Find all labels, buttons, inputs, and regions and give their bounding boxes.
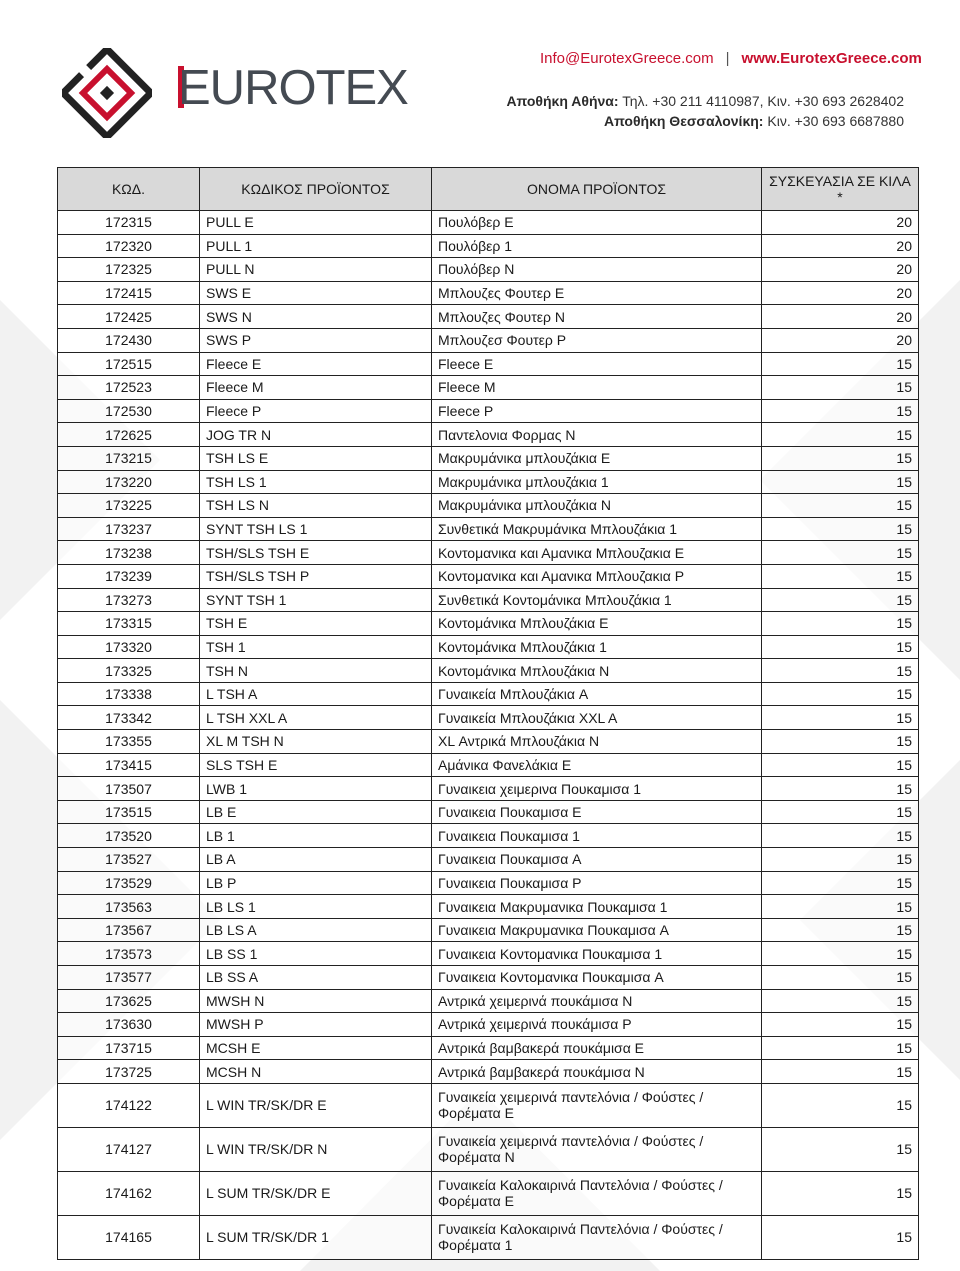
- cell-product-code: LB LS 1: [200, 895, 432, 919]
- cell-product-code: L TSH A: [200, 682, 432, 706]
- cell-product-name: Fleece E: [432, 352, 762, 376]
- athens-phones: Τηλ. +30 211 4110987, Κιν. +30 693 2628402: [618, 93, 904, 109]
- table-row: [58, 281, 919, 305]
- cell-product-code: MCSH E: [200, 1036, 432, 1060]
- cell-code: 172325: [58, 258, 200, 282]
- cell-product-code: Fleece P: [200, 399, 432, 423]
- table-body: [58, 211, 919, 1260]
- cell-product-name: Fleece M: [432, 376, 762, 400]
- cell-package-kg: 15: [762, 659, 919, 683]
- table-row: [58, 918, 919, 942]
- cell-product-name: Αμάνικα Φανελάκια E: [432, 753, 762, 777]
- brand-name: [178, 60, 408, 116]
- cell-code: 173567: [58, 918, 200, 942]
- cell-product-name: Μακρυμάνικα μπλουζάκια Ε: [432, 446, 762, 470]
- cell-product-name: Fleece P: [432, 399, 762, 423]
- table-row: [58, 966, 919, 990]
- cell-code: 172315: [58, 211, 200, 235]
- cell-code: 173573: [58, 942, 200, 966]
- cell-package-kg: 15: [762, 682, 919, 706]
- brand-text: EUROTEX: [178, 61, 408, 115]
- cell-product-code: TSH 1: [200, 635, 432, 659]
- cell-product-name: Κοντομάνικα Μπλουζάκια N: [432, 659, 762, 683]
- cell-code: 173520: [58, 824, 200, 848]
- cell-product-name: Πουλόβερ 1: [432, 234, 762, 258]
- cell-product-name: Γυναικεία χειμερινά παντελόνια / Φούστες / Φορέματα E: [432, 1083, 762, 1127]
- cell-product-code: TSH N: [200, 659, 432, 683]
- cell-package-kg: 15: [762, 399, 919, 423]
- cell-code: 173342: [58, 706, 200, 730]
- cell-package-kg: 15: [762, 1060, 919, 1084]
- cell-product-code: SYNT TSH LS 1: [200, 517, 432, 541]
- cell-package-kg: 15: [762, 635, 919, 659]
- table-row: [58, 517, 919, 541]
- cell-product-code: XL M TSH N: [200, 730, 432, 754]
- cell-product-code: TSH/SLS TSH P: [200, 564, 432, 588]
- cell-product-code: TSH E: [200, 612, 432, 636]
- cell-code: 172430: [58, 328, 200, 352]
- cell-package-kg: 15: [762, 564, 919, 588]
- cell-product-code: LB SS 1: [200, 942, 432, 966]
- cell-code: 173507: [58, 777, 200, 801]
- table-row: [58, 258, 919, 282]
- table-row: [58, 800, 919, 824]
- cell-code: 173563: [58, 895, 200, 919]
- table-row: [58, 305, 919, 329]
- cell-product-name: Μπλουζες Φουτερ N: [432, 305, 762, 329]
- cell-code: 173515: [58, 800, 200, 824]
- table-row: [58, 989, 919, 1013]
- cell-package-kg: 20: [762, 328, 919, 352]
- cell-product-name: Πουλόβερ N: [432, 258, 762, 282]
- cell-package-kg: 15: [762, 777, 919, 801]
- cell-product-code: MCSH N: [200, 1060, 432, 1084]
- cell-code: 174162: [58, 1171, 200, 1215]
- header-code: ΚΩΔ.: [58, 168, 200, 211]
- table-row: [58, 328, 919, 352]
- cell-code: 173355: [58, 730, 200, 754]
- cell-package-kg: 15: [762, 1083, 919, 1127]
- cell-code: 172530: [58, 399, 200, 423]
- cell-product-name: Γυναικεια Κοντομανικα Πουκαμισα 1: [432, 942, 762, 966]
- cell-product-code: MWSH N: [200, 989, 432, 1013]
- cell-code: 172523: [58, 376, 200, 400]
- cell-package-kg: 15: [762, 612, 919, 636]
- cell-product-name: XL Αντρικά Μπλουζάκια N: [432, 730, 762, 754]
- cell-product-name: Αντρικά βαμβακερά πουκάμισα N: [432, 1060, 762, 1084]
- table-row: [58, 470, 919, 494]
- cell-package-kg: 15: [762, 376, 919, 400]
- table-row: [58, 824, 919, 848]
- cell-code: 173577: [58, 966, 200, 990]
- cell-package-kg: 15: [762, 352, 919, 376]
- website-link[interactable]: www.EurotexGreece.com: [741, 50, 922, 67]
- cell-code: 173630: [58, 1013, 200, 1037]
- cell-product-name: Γυναικεια Μακρυμανικα Πουκαμισα A: [432, 918, 762, 942]
- cell-product-code: L WIN TR/SK/DR E: [200, 1083, 432, 1127]
- cell-package-kg: 15: [762, 1036, 919, 1060]
- cell-product-code: L TSH XXL A: [200, 706, 432, 730]
- page-header: [0, 0, 960, 150]
- cell-package-kg: 15: [762, 753, 919, 777]
- cell-package-kg: 15: [762, 989, 919, 1013]
- cell-package-kg: 15: [762, 1215, 919, 1259]
- cell-product-code: PULL E: [200, 211, 432, 235]
- cell-package-kg: 15: [762, 895, 919, 919]
- table-row: [58, 399, 919, 423]
- cell-product-name: Γυναικεια χειμερινα Πουκαμισα 1: [432, 777, 762, 801]
- cell-package-kg: 15: [762, 541, 919, 565]
- email-link[interactable]: Info@EurotexGreece.com: [540, 50, 714, 67]
- cell-product-name: Συνθετικά Κοντομάνικα Μπλουζάκια 1: [432, 588, 762, 612]
- table-row: [58, 753, 919, 777]
- table-row: [58, 1036, 919, 1060]
- header-product-name: ΟΝΟΜΑ ΠΡΟΪΟΝΤΟΣ: [432, 168, 762, 211]
- table-row: [58, 871, 919, 895]
- cell-product-code: LB LS A: [200, 918, 432, 942]
- header-package-kg: ΣΥΣΚΕΥΑΣΙΑ ΣΕ ΚΙΛΑ *: [762, 168, 919, 211]
- cell-product-name: Γυναικεια Μακρυμανικα Πουκαμισα 1: [432, 895, 762, 919]
- cell-code: 173215: [58, 446, 200, 470]
- cell-package-kg: 20: [762, 258, 919, 282]
- cell-product-name: Γυναικεία Καλοκαιρινά Παντελόνια / Φούστες / Φορέματα 1: [432, 1215, 762, 1259]
- cell-product-code: LB A: [200, 848, 432, 872]
- table-header-row: [58, 168, 919, 211]
- cell-package-kg: 15: [762, 730, 919, 754]
- cell-package-kg: 15: [762, 824, 919, 848]
- cell-code: 173239: [58, 564, 200, 588]
- cell-code: 173325: [58, 659, 200, 683]
- cell-product-code: PULL 1: [200, 234, 432, 258]
- cell-product-code: LWB 1: [200, 777, 432, 801]
- cell-product-name: Συνθετικά Μακρυμάνικα Μπλουζάκια 1: [432, 517, 762, 541]
- cell-product-code: SLS TSH E: [200, 753, 432, 777]
- cell-code: 174165: [58, 1215, 200, 1259]
- table-row: [58, 848, 919, 872]
- cell-product-code: JOG TR N: [200, 423, 432, 447]
- cell-code: 173725: [58, 1060, 200, 1084]
- table-row: [58, 494, 919, 518]
- cell-product-code: SWS P: [200, 328, 432, 352]
- table-row: [58, 376, 919, 400]
- cell-code: 172515: [58, 352, 200, 376]
- table-row: [58, 423, 919, 447]
- cell-code: 173273: [58, 588, 200, 612]
- cell-product-code: LB 1: [200, 824, 432, 848]
- table-row: [58, 777, 919, 801]
- cell-package-kg: 15: [762, 942, 919, 966]
- cell-product-name: Μπλουζεσ Φουτερ P: [432, 328, 762, 352]
- cell-package-kg: 15: [762, 800, 919, 824]
- cell-product-code: TSH LS 1: [200, 470, 432, 494]
- cell-code: 173527: [58, 848, 200, 872]
- table-row: [58, 541, 919, 565]
- products-table: [57, 167, 919, 1260]
- thessaloniki-label: Αποθήκη Θεσσαλονίκη:: [603, 113, 764, 129]
- cell-product-code: L WIN TR/SK/DR N: [200, 1127, 432, 1171]
- table-row: [58, 682, 919, 706]
- cell-product-code: SWS E: [200, 281, 432, 305]
- table-row: [58, 1171, 919, 1215]
- cell-product-code: TSH LS E: [200, 446, 432, 470]
- cell-product-code: LB SS A: [200, 966, 432, 990]
- cell-package-kg: 15: [762, 588, 919, 612]
- cell-product-code: Fleece E: [200, 352, 432, 376]
- header-product-code: ΚΩΔΙΚΟΣ ΠΡΟΪΟΝΤΟΣ: [200, 168, 432, 211]
- cell-product-name: Μπλουζες Φουτερ E: [432, 281, 762, 305]
- table-row: [58, 612, 919, 636]
- contact-web: [540, 50, 922, 67]
- cell-product-name: Αντρικά χειμερινά πουκάμισα N: [432, 989, 762, 1013]
- table-row: [58, 564, 919, 588]
- cell-package-kg: 15: [762, 494, 919, 518]
- table-row: [58, 1013, 919, 1037]
- table-row: [58, 730, 919, 754]
- cell-product-name: Γυναικεία Μπλουζάκια XXL A: [432, 706, 762, 730]
- cell-package-kg: 20: [762, 211, 919, 235]
- cell-code: 173338: [58, 682, 200, 706]
- cell-package-kg: 15: [762, 1171, 919, 1215]
- athens-contact: [506, 93, 904, 109]
- cell-code: 174127: [58, 1127, 200, 1171]
- table-row: [58, 659, 919, 683]
- cell-code: 174122: [58, 1083, 200, 1127]
- cell-product-code: SYNT TSH 1: [200, 588, 432, 612]
- cell-product-name: Αντρικά βαμβακερά πουκάμισα E: [432, 1036, 762, 1060]
- cell-product-name: Κοντομανικα και Αμανικα Μπλουζακια E: [432, 541, 762, 565]
- cell-product-code: MWSH P: [200, 1013, 432, 1037]
- cell-product-name: Αντρικά χειμερινά πουκάμισα P: [432, 1013, 762, 1037]
- cell-package-kg: 20: [762, 305, 919, 329]
- cell-code: 173625: [58, 989, 200, 1013]
- thessaloniki-contact: [604, 113, 904, 129]
- cell-product-code: LB E: [200, 800, 432, 824]
- cell-product-code: L SUM TR/SK/DR 1: [200, 1215, 432, 1259]
- cell-code: 173315: [58, 612, 200, 636]
- cell-product-name: Γυναικεια Πουκαμισα A: [432, 848, 762, 872]
- separator: |: [725, 50, 730, 67]
- cell-code: 172425: [58, 305, 200, 329]
- table-row: [58, 352, 919, 376]
- cell-product-code: Fleece M: [200, 376, 432, 400]
- cell-product-name: Κοντομάνικα Μπλουζάκια 1: [432, 635, 762, 659]
- cell-product-name: Γυναικεια Πουκαμισα 1: [432, 824, 762, 848]
- cell-package-kg: 20: [762, 281, 919, 305]
- table-row: [58, 895, 919, 919]
- cell-code: 173415: [58, 753, 200, 777]
- cell-product-name: Γυναικεια Κοντομανικα Πουκαμισα A: [432, 966, 762, 990]
- cell-code: 173529: [58, 871, 200, 895]
- cell-product-code: PULL N: [200, 258, 432, 282]
- cell-code: 173320: [58, 635, 200, 659]
- cell-package-kg: 20: [762, 234, 919, 258]
- cell-code: 173237: [58, 517, 200, 541]
- table-row: [58, 1127, 919, 1171]
- cell-package-kg: 15: [762, 470, 919, 494]
- cell-package-kg: 15: [762, 423, 919, 447]
- table-row: [58, 446, 919, 470]
- cell-code: 172320: [58, 234, 200, 258]
- cell-code: 173715: [58, 1036, 200, 1060]
- cell-product-code: L SUM TR/SK/DR E: [200, 1171, 432, 1215]
- table-row: [58, 588, 919, 612]
- cell-code: 173220: [58, 470, 200, 494]
- cell-product-name: Κοντομάνικα Μπλουζάκια E: [432, 612, 762, 636]
- cell-product-code: LB P: [200, 871, 432, 895]
- cell-product-name: Μακρυμάνικα μπλουζάκια N: [432, 494, 762, 518]
- cell-product-name: Μακρυμάνικα μπλουζάκια 1: [432, 470, 762, 494]
- cell-code: 172415: [58, 281, 200, 305]
- cell-package-kg: 15: [762, 918, 919, 942]
- cell-package-kg: 15: [762, 848, 919, 872]
- cell-product-name: Παντελονια Φορμας N: [432, 423, 762, 447]
- table-row: [58, 706, 919, 730]
- table-row: [58, 234, 919, 258]
- table-row: [58, 1215, 919, 1259]
- cell-package-kg: 15: [762, 517, 919, 541]
- cell-package-kg: 15: [762, 706, 919, 730]
- cell-product-name: Γυναικεία Μπλουζάκια A: [432, 682, 762, 706]
- table-row: [58, 942, 919, 966]
- cell-product-name: Κοντομανικα και Αμανικα Μπλουζακια P: [432, 564, 762, 588]
- table-row: [58, 1060, 919, 1084]
- cell-product-name: Γυναικεία χειμερινά παντελόνια / Φούστες / Φορέματα N: [432, 1127, 762, 1171]
- cell-code: 173225: [58, 494, 200, 518]
- table-row: [58, 211, 919, 235]
- cell-product-name: Γυναικεία Καλοκαιρινά Παντελόνια / Φούστες / Φορέματα E: [432, 1171, 762, 1215]
- athens-label: Αποθήκη Αθήνα:: [506, 93, 619, 109]
- cell-product-name: Πουλόβερ E: [432, 211, 762, 235]
- thessaloniki-phones: Κιν. +30 693 6687880: [763, 113, 904, 129]
- cell-package-kg: 15: [762, 1127, 919, 1171]
- cell-product-name: Γυναικεια Πουκαμισα P: [432, 871, 762, 895]
- cell-package-kg: 15: [762, 1013, 919, 1037]
- cell-product-code: TSH LS N: [200, 494, 432, 518]
- cell-code: 172625: [58, 423, 200, 447]
- table-row: [58, 635, 919, 659]
- cell-package-kg: 15: [762, 446, 919, 470]
- cell-package-kg: 15: [762, 966, 919, 990]
- cell-package-kg: 15: [762, 871, 919, 895]
- eurotex-logo-icon: [62, 48, 152, 138]
- cell-product-code: TSH/SLS TSH E: [200, 541, 432, 565]
- cell-product-code: SWS N: [200, 305, 432, 329]
- cell-product-name: Γυναικεια Πουκαμισα E: [432, 800, 762, 824]
- cell-code: 173238: [58, 541, 200, 565]
- table-row: [58, 1083, 919, 1127]
